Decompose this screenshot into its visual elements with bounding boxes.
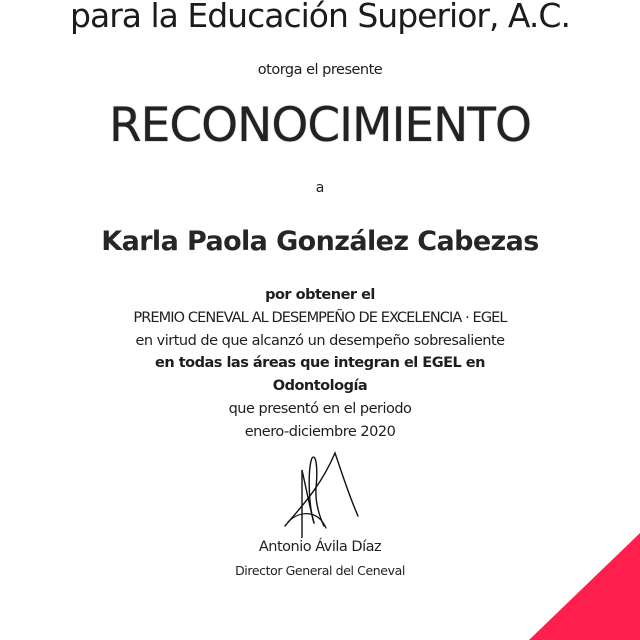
signatory-role: Director General del Ceneval xyxy=(235,563,405,578)
grants-text: otorga el presente xyxy=(257,62,383,78)
body-line-period: enero-diciembre 2020 xyxy=(244,424,396,440)
to-text: a xyxy=(315,180,325,196)
body-line-period-intro: que presentó en el periodo xyxy=(228,401,412,417)
organization-name: para la Educación Superior, A.C. xyxy=(70,0,570,35)
body-line-reason: por obtener el xyxy=(265,287,375,303)
body-line-award: PREMIO CENEVAL AL DESEMPEÑO DE EXCELENCIA · EGEL xyxy=(133,310,507,326)
body-line-areas: en todas las áreas que integran el EGEL en xyxy=(155,355,485,371)
signature-icon xyxy=(280,448,360,538)
recipient-name: Karla Paola González Cabezas xyxy=(101,226,539,257)
body-line-virtue: en virtud de que alcanzó un desempeño sobresaliente xyxy=(135,333,505,349)
signatory-name: Antonio Ávila Díaz xyxy=(258,539,382,555)
body-line-discipline: Odontología xyxy=(272,378,368,394)
certificate-title: RECONOCIMIENTO xyxy=(109,98,531,153)
corner-accent xyxy=(529,533,640,640)
